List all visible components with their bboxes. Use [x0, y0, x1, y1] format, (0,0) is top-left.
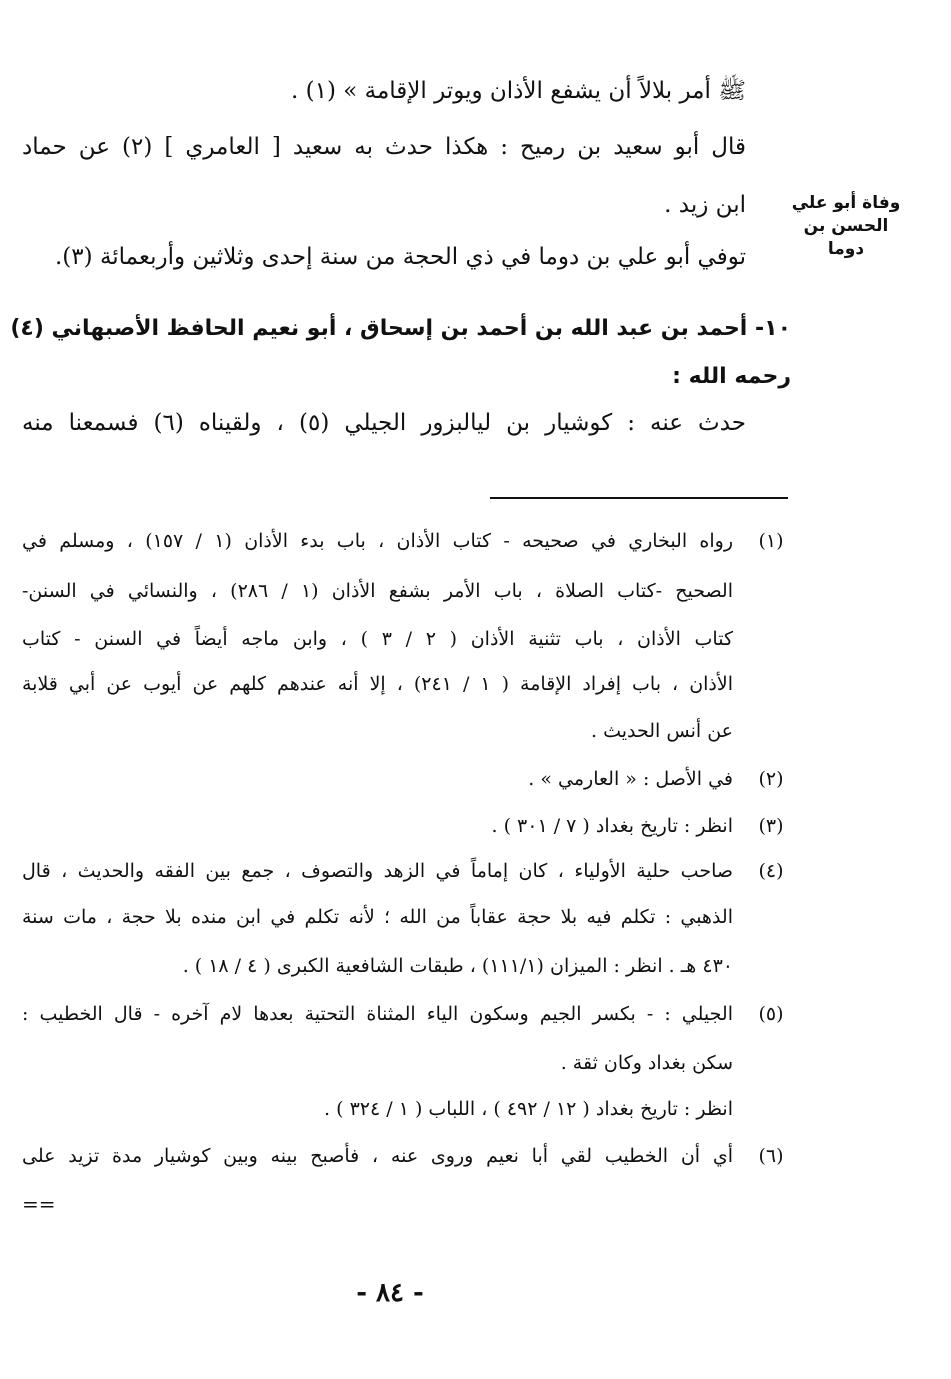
footnote-line: الذهبي : تكلم فيه بلا حجة عقاباً من الله ؛ لأنه تكلم في ابن منده بلا حجة ، مات سنة [22, 906, 733, 928]
footnote-divider [490, 497, 788, 499]
footnote-line: انظر : تاريخ بغداد ( ٧ / ٣٠١ ) . [491, 815, 733, 837]
footnote-number: (٦) [758, 1145, 784, 1167]
footnote-line: صاحب حلية الأولياء ، كان إماماً في الزهد والتصوف ، جمع بين الفقه والحديث ، قال [22, 860, 733, 882]
entry-heading-continuation: رحمه الله : [672, 364, 791, 389]
footnote-number: (٥) [758, 1003, 784, 1025]
footnote-line: الصحيح -كتاب الصلاة ، باب الأمر بشفع الأذان (١ / ٢٨٦) ، والنسائي في السنن- [22, 580, 733, 602]
main-text-line: حدث عنه : كوشيار بن ليالبزور الجيلي (٥) ، ولقيناه (٦) فسمعنا منه [22, 410, 746, 436]
main-text-line: ابن زيد . [664, 192, 746, 218]
footnote-line: انظر : تاريخ بغداد ( ١٢ / ٤٩٢ ) ، اللباب ( ١ / ٣٢٤ ) . [324, 1098, 733, 1120]
footnote-line: الجيلي : - بكسر الجيم وسكون الياء المثناة التحتية بعدها لام آخره - قال الخطيب : [22, 1003, 733, 1025]
margin-note-line: الحسن بن [803, 215, 889, 236]
margin-note-line: دوما [827, 238, 865, 259]
footnote-line: رواه البخاري في صحيحه - كتاب الأذان ، باب بدء الأذان (١ / ١٥٧) ، ومسلم في [22, 530, 734, 552]
footnote-line: أي أن الخطيب لقي أبا نعيم وروى عنه ، فأصبح بينه وبين كوشيار مدة تزيد على [22, 1145, 733, 1167]
footnote-line: سكن بغداد وكان ثقة . [560, 1052, 733, 1074]
footnote-number: (٢) [758, 768, 784, 790]
footnote-line: كتاب الأذان ، باب تثنية الأذان ( ٢ / ٣ ) ، وابن ماجه أيضاً في السنن - كتاب [22, 628, 733, 650]
main-text-line: قال أبو سعيد بن رميح : هكذا حدث به سعيد [ العامري ] (٢) عن حماد [22, 134, 747, 160]
margin-note [791, 192, 901, 261]
footnote-line: في الأصل : « العارمي » . [528, 768, 733, 790]
entry-heading: ١٠- أحمد بن عبد الله بن أحمد بن إسحاق ، أبو نعيم الحافظ الأصبهاني (٤) [10, 316, 791, 341]
footnote-line: عن أنس الحديث . [591, 720, 733, 742]
footnote-line: الأذان ، باب إفراد الإقامة ( ١ / ٢٤١) ، إلا أنه عندهم كلهم عن أيوب عن أبي قلابة [22, 673, 733, 695]
page-number: - ٨٤ - [356, 1278, 424, 1308]
footnote-line: ٤٣٠ هـ . انظر : الميزان (١١١/١) ، طبقات الشافعية الكبرى ( ٤ / ١٨ ) . [182, 955, 733, 977]
main-text-line: ﷺ أمر بلالاً أن يشفع الأذان ويوتر الإقامة » (١) . [291, 78, 746, 104]
footnote-number: (٤) [758, 860, 784, 882]
continuation-mark: == [22, 1192, 56, 1216]
main-text-line: توفي أبو علي بن دوما في ذي الحجة من سنة إحدى وثلاثين وأربعمائة (٣). [55, 244, 746, 270]
margin-note-line: وفاة أبو علي [791, 193, 901, 213]
footnote-number: (٣) [758, 815, 784, 837]
footnote-number: (١) [758, 530, 784, 552]
